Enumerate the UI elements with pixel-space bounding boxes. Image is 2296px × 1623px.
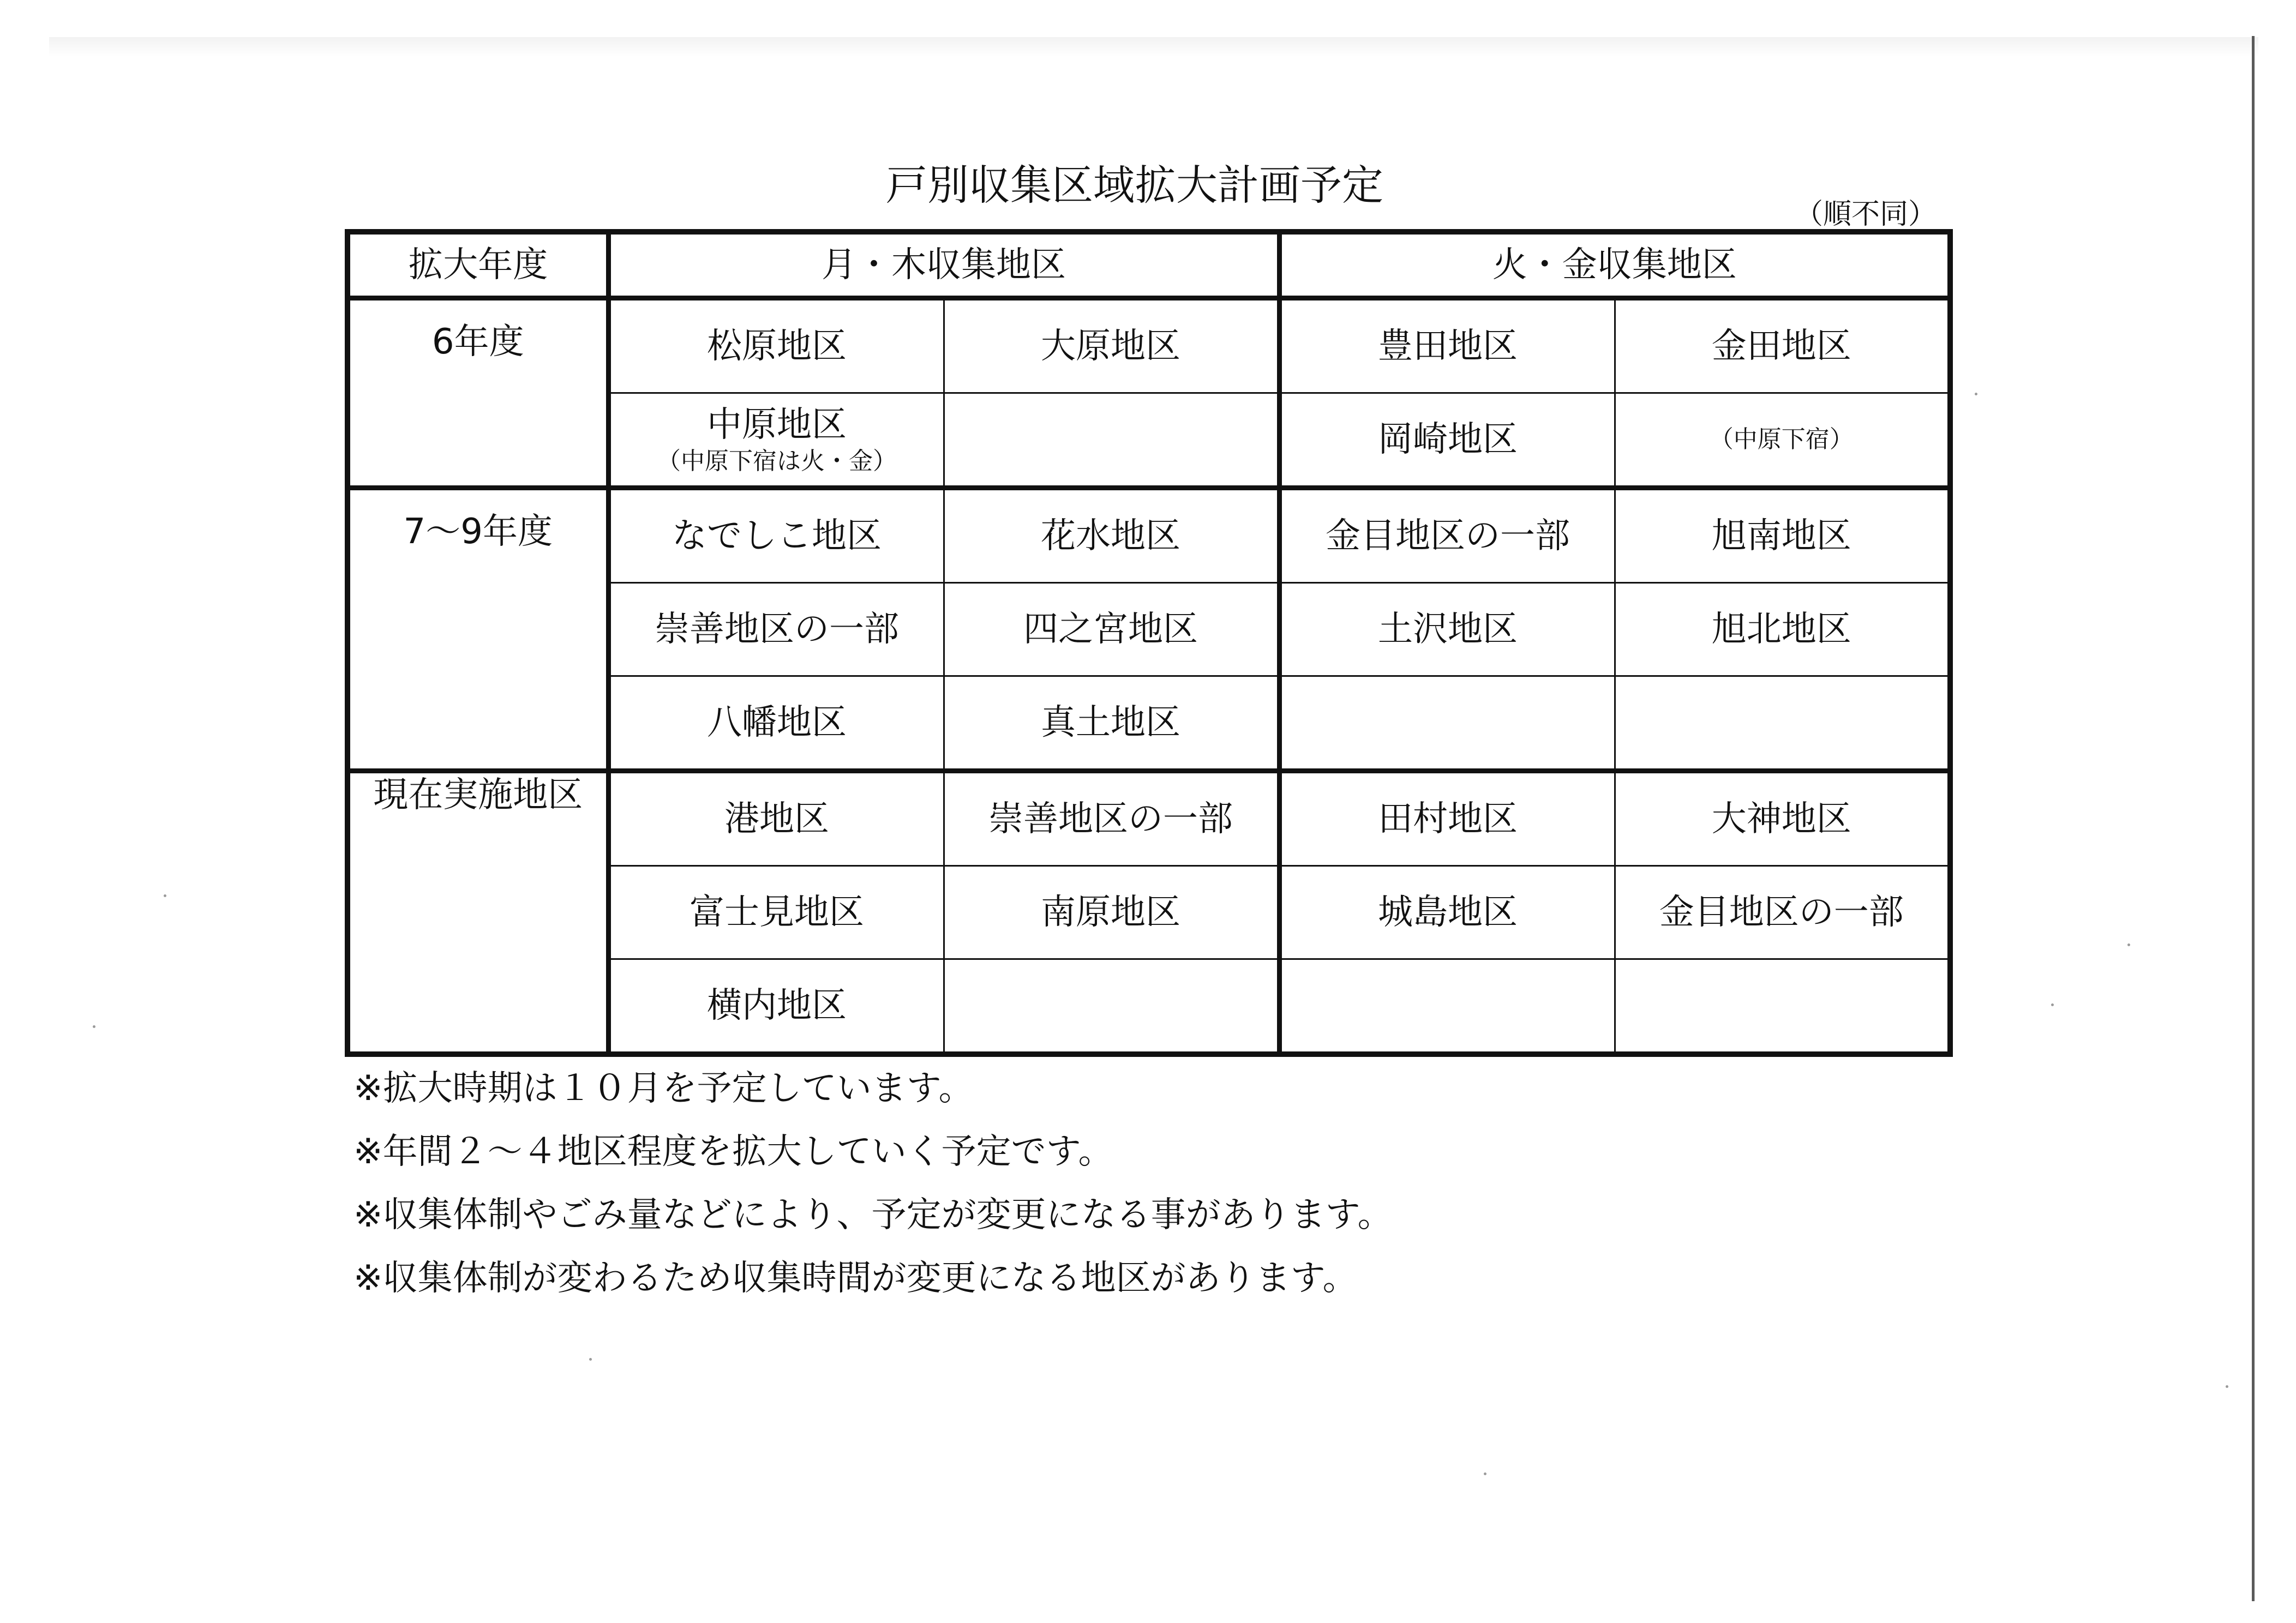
note-item: ※収集体制やごみ量などにより、予定が変更になる事があります。 bbox=[353, 1195, 1393, 1235]
scan-shadow bbox=[49, 37, 2258, 57]
district-cell: 旭南地区 bbox=[1615, 488, 1950, 583]
page-title: 戸別収集区域拡大計画予定 bbox=[886, 161, 1383, 209]
district-cell: 大神地区 bbox=[1615, 771, 1950, 866]
district-cell: 田村地区 bbox=[1279, 771, 1615, 866]
scan-speck bbox=[93, 1025, 95, 1028]
year-cell: 6年度 bbox=[347, 298, 608, 488]
district-cell: 富士見地区 bbox=[608, 866, 944, 959]
order-note: （順不同） bbox=[1795, 198, 1937, 231]
header-tue-fri: 火・金収集地区 bbox=[1279, 232, 1950, 298]
district-cell bbox=[1615, 959, 1950, 1055]
scan-speck bbox=[1484, 1472, 1486, 1475]
scan-speck bbox=[2226, 1385, 2228, 1388]
district-cell: 金田地区 bbox=[1615, 298, 1950, 393]
header-year: 拡大年度 bbox=[347, 232, 608, 298]
district-cell bbox=[608, 393, 944, 488]
district-cell: 南原地区 bbox=[944, 866, 1279, 959]
district-cell: 崇善地区の一部 bbox=[944, 771, 1279, 866]
scan-speck bbox=[2051, 1003, 2054, 1006]
year-cell: 現在実施地区 bbox=[347, 771, 608, 1055]
table-header-row bbox=[347, 232, 1950, 298]
district-subnote: （中原下宿） bbox=[1709, 425, 1854, 453]
district-cell bbox=[944, 959, 1279, 1055]
table-row bbox=[347, 488, 1950, 583]
scan-speck bbox=[2127, 943, 2130, 946]
year-cell: 7～9年度 bbox=[347, 488, 608, 771]
district-cell: 金目地区の一部 bbox=[1615, 866, 1950, 959]
scan-edge-line bbox=[2252, 36, 2255, 1601]
district-cell bbox=[1615, 676, 1950, 771]
district-cell: 大原地区 bbox=[944, 298, 1279, 393]
district-cell: 松原地区 bbox=[608, 298, 944, 393]
note-item: ※収集体制が変わるため収集時間が変更になる地区があります。 bbox=[353, 1258, 1358, 1299]
district-cell: 豊田地区 bbox=[1279, 298, 1615, 393]
table-row bbox=[347, 298, 1950, 393]
district-cell: 港地区 bbox=[608, 771, 944, 866]
note-item: ※年間２～４地区程度を拡大していく予定です。 bbox=[353, 1132, 1113, 1172]
district-cell: 真土地区 bbox=[944, 676, 1279, 771]
district-cell bbox=[944, 393, 1279, 488]
district-cell: 八幡地区 bbox=[608, 676, 944, 771]
district-cell: 岡崎地区 bbox=[1279, 393, 1615, 488]
district-cell: 城島地区 bbox=[1279, 866, 1615, 959]
district-cell: 四之宮地区 bbox=[944, 583, 1279, 676]
district-cell: 土沢地区 bbox=[1279, 583, 1615, 676]
district-cell bbox=[1279, 676, 1615, 771]
scan-speck bbox=[589, 1358, 592, 1361]
district-cell: 旭北地区 bbox=[1615, 583, 1950, 676]
header-mon-thu: 月・木収集地区 bbox=[608, 232, 1279, 298]
note-item: ※拡大時期は１０月を予定しています。 bbox=[353, 1068, 974, 1109]
district-cell: 崇善地区の一部 bbox=[608, 583, 944, 676]
district-cell: 横内地区 bbox=[608, 959, 944, 1055]
scan-speck bbox=[164, 894, 166, 897]
district-cell: なでしこ地区 bbox=[608, 488, 944, 583]
scan-speck bbox=[1975, 393, 1977, 395]
notes-list bbox=[353, 1057, 1935, 1310]
district-cell bbox=[1615, 393, 1950, 488]
expansion-plan-table bbox=[345, 229, 1953, 1057]
district-cell: 金目地区の一部 bbox=[1279, 488, 1615, 583]
table-row bbox=[347, 771, 1950, 866]
district-name: 中原地区 bbox=[707, 405, 847, 445]
district-cell: 花水地区 bbox=[944, 488, 1279, 583]
district-cell bbox=[1279, 959, 1615, 1055]
district-subnote: （中原下宿は火・金） bbox=[657, 447, 897, 475]
